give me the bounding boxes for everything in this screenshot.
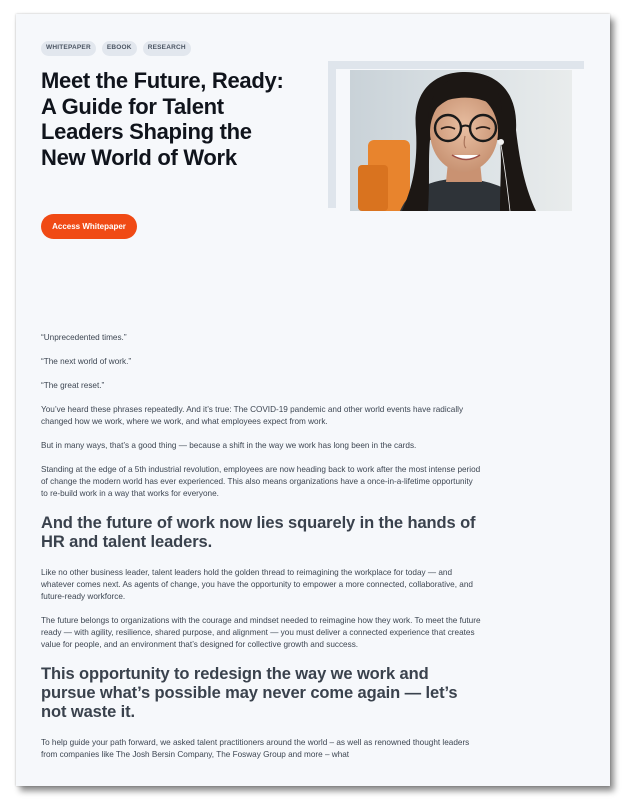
quote-unprecedented: “Unprecedented times.” [41, 333, 127, 342]
paragraph-phrases: You’ve heard these phrases repeatedly. And it’s true: The COVID-19 pandemic and other world events have radically changed how we work, where we work, and what employees expect from work. [41, 405, 464, 426]
access-whitepaper-button[interactable]: Access Whitepaper [41, 214, 137, 239]
paragraph-talent-leaders: Like no other business leader, talent leaders hold the golden thread to reimagining the workplace for today — and whatever comes next. As agents of change, you have the opportunity to empower a more connected, collaborative, and future-ready workforce. [41, 568, 473, 601]
tag-whitepaper[interactable]: WHITEPAPER [41, 41, 96, 56]
document-page [16, 14, 610, 786]
section-heading-future-of-work: And the future of work now lies squarely in the hands of HR and talent leaders. [41, 514, 476, 551]
hero-photo [350, 70, 572, 211]
paragraph-future-belongs: The future belongs to organizations with the courage and mindset needed to reimagine how they work. To meet the future ready — with agility, resilience, shared purpose, and alignment — you must deliver a connected experience that creates value for people, and an environment that’s designed for collective growth and success. [41, 616, 481, 649]
tag-ebook[interactable]: EBOOK [102, 41, 137, 56]
paragraph-good-thing: But in many ways, that’s a good thing — because a shift in the way we work has long been in the cards. [41, 441, 417, 450]
tag-list [41, 41, 191, 56]
quote-great-reset: “The great reset.” [41, 381, 105, 390]
section-heading-opportunity: This opportunity to redesign the way we work and pursue what’s possible may never come again — let’s not waste it. [41, 665, 458, 721]
paragraph-industrial-revolution: Standing at the edge of a 5th industrial revolution, employees are now heading back to work after the most intense period of change the modern world has ever experienced. This also means organizations have a once-in-a-lifetime opportunity to re-build work in a way that works for everyone. [41, 465, 481, 498]
quote-next-world: “The next world of work.” [41, 357, 132, 366]
tag-research[interactable]: RESEARCH [143, 41, 191, 56]
paragraph-guide-path: To help guide your path forward, we asked talent practitioners around the world – as well as renowned thought leaders from companies like The Josh Bersin Company, The Fosway Group and more – what [41, 738, 470, 759]
page-title: Meet the Future, Ready: A Guide for Talent Leaders Shaping the New World of Work [41, 68, 284, 170]
article-body [41, 332, 481, 773]
woman-with-glasses-illustration [350, 70, 572, 211]
